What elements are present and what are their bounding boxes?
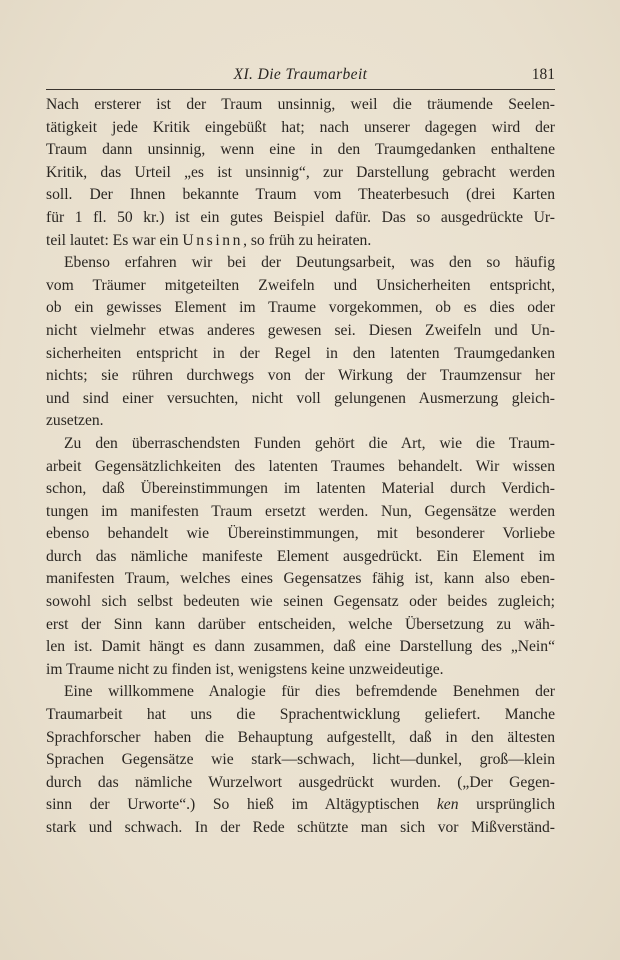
text-segment: durch das nämliche Wurzelwort ausgedrückt wurden. („Der Gegen- bbox=[46, 773, 555, 791]
body-text bbox=[46, 94, 555, 840]
text-line bbox=[46, 681, 555, 704]
text-line bbox=[46, 523, 555, 546]
text-segment: nicht vielmehr etwas anderes gewesen sei. Diesen Zweifeln und Un- bbox=[46, 321, 555, 339]
text-segment: ebenso behandelt wie Übereinstimmungen, mit besonderer Vorliebe bbox=[46, 525, 555, 543]
text-segment: Nach ersterer ist der Traum unsinnig, weil die träumende Seelen- bbox=[46, 96, 555, 113]
text-line bbox=[46, 817, 555, 840]
text-line bbox=[46, 230, 555, 253]
page-number: 181 bbox=[531, 66, 555, 83]
text-segment: len ist. Damit hängt es dann zusammen, daß eine Darstellung des „Nein“ bbox=[46, 638, 555, 656]
text-segment: manifesten Traum, welches eines Gegensatzes fähig ist, kann also eben- bbox=[46, 570, 555, 588]
text-line bbox=[46, 546, 555, 569]
paragraph-block bbox=[46, 94, 555, 840]
text-line bbox=[46, 591, 555, 614]
text-line bbox=[46, 659, 555, 682]
text-segment: soll. Der Ihnen bekannte Traum vom Theaterbesuch (drei Karten bbox=[46, 186, 555, 204]
text-segment: ob ein gewisses Element im Traume vorgekommen, ob es dies oder bbox=[46, 299, 555, 317]
text-line bbox=[46, 139, 555, 162]
text-line bbox=[46, 117, 555, 140]
text-line bbox=[46, 320, 555, 343]
text-segment: Traumarbeit hat uns die Sprachentwicklung geliefert. Manche bbox=[46, 706, 555, 724]
text-segment: tungen im manifesten Traum ersetzt werden. Nun, Gegensätze werden bbox=[46, 502, 555, 520]
text-segment: schon, daß Übereinstimmungen im latenten Material durch Verdich- bbox=[46, 480, 555, 498]
text-segment: im Traume nicht zu finden ist, wenigstens keine unzweideutige. bbox=[46, 660, 444, 678]
text-segment: Sprachen Gegensätze wie stark—schwach, licht—dunkel, groß—klein bbox=[46, 751, 555, 769]
text-segment: und sind einer versuchten, nicht voll gelungenen Ausmerzung gleich- bbox=[46, 389, 555, 407]
text-line bbox=[46, 410, 555, 433]
text-line bbox=[46, 456, 555, 479]
text-line bbox=[46, 275, 555, 298]
text-line bbox=[46, 704, 555, 727]
text-segment: nichts; sie rühren durchwegs von der Wirkung der Traumzensur her bbox=[46, 367, 555, 385]
text-line bbox=[46, 94, 555, 117]
text-segment: Ebenso erfahren wir bei der Deutungsarbeit, was den so häufig bbox=[64, 254, 555, 272]
text-line bbox=[46, 772, 555, 795]
text-segment: ursprünglich bbox=[458, 796, 555, 814]
text-line bbox=[46, 388, 555, 411]
text-segment: zusetzen. bbox=[46, 412, 104, 430]
running-title: XI. Die Traumarbeit bbox=[233, 66, 368, 83]
text-line bbox=[46, 252, 555, 275]
text-line bbox=[46, 184, 555, 207]
text-segment: tätigkeit jede Kritik eingebüßt hat; nach unserer dagegen wird der bbox=[46, 118, 555, 136]
text-segment: Zu den überraschendsten Funden gehört die Art, wie die Traum- bbox=[64, 434, 555, 452]
text-segment: Traum dann unsinnig, wenn eine in den Traumgedanken enthaltene bbox=[46, 141, 555, 159]
text-segment: für 1 fl. 50 kr.) ist ein gutes Beispiel dafür. Das so ausgedrückte Ur- bbox=[46, 208, 555, 226]
text-segment: Sprachforscher haben die Behauptung aufgestellt, daß in den ältesten bbox=[46, 728, 555, 746]
spaced-emphasis: Unsinn bbox=[182, 231, 244, 249]
page-header bbox=[46, 66, 555, 88]
text-line bbox=[46, 343, 555, 366]
text-segment: durch das nämliche manifeste Element ausgedrückt. Ein Element im bbox=[46, 547, 555, 565]
text-line bbox=[46, 207, 555, 230]
text-segment: erst der Sinn kann darüber entscheiden, welche Übersetzung zu wäh- bbox=[46, 615, 555, 633]
text-line bbox=[46, 478, 555, 501]
text-line bbox=[46, 614, 555, 637]
text-segment: sicherheiten entspricht in der Regel in den latenten Traumgedanken bbox=[46, 344, 555, 362]
italic-word: ken bbox=[436, 796, 459, 814]
text-line bbox=[46, 433, 555, 456]
text-segment: sinn der Urworte“.) So hieß im Altägyptischen bbox=[46, 796, 437, 814]
text-line bbox=[46, 568, 555, 591]
text-segment: Kritik, das Urteil „es ist unsinnig“, zur Darstellung gebracht werden bbox=[46, 163, 555, 181]
text-segment: , so früh zu heiraten. bbox=[243, 231, 372, 249]
text-line bbox=[46, 365, 555, 388]
text-line bbox=[46, 727, 555, 750]
header-rule bbox=[46, 89, 555, 90]
text-line bbox=[46, 749, 555, 772]
text-segment: vom Träumer mitgeteilten Zweifeln und Unsicherheiten entspricht, bbox=[46, 276, 555, 294]
text-line bbox=[46, 162, 555, 185]
text-line bbox=[46, 501, 555, 524]
text-line bbox=[46, 794, 555, 817]
text-line bbox=[46, 297, 555, 320]
text-segment: Eine willkommene Analogie für dies befremdende Benehmen der bbox=[64, 683, 555, 701]
text-line bbox=[46, 636, 555, 659]
text-segment: stark und schwach. In der Rede schützte man sich vor Mißverständ- bbox=[46, 819, 555, 836]
text-segment: arbeit Gegensätzlichkeiten des latenten Traumes behandelt. Wir wissen bbox=[46, 457, 555, 475]
text-segment: sowohl sich selbst bedeuten wie seinen Gegensatz oder beides zugleich; bbox=[46, 593, 555, 611]
text-segment: teil lautet: Es war ein bbox=[46, 231, 183, 249]
